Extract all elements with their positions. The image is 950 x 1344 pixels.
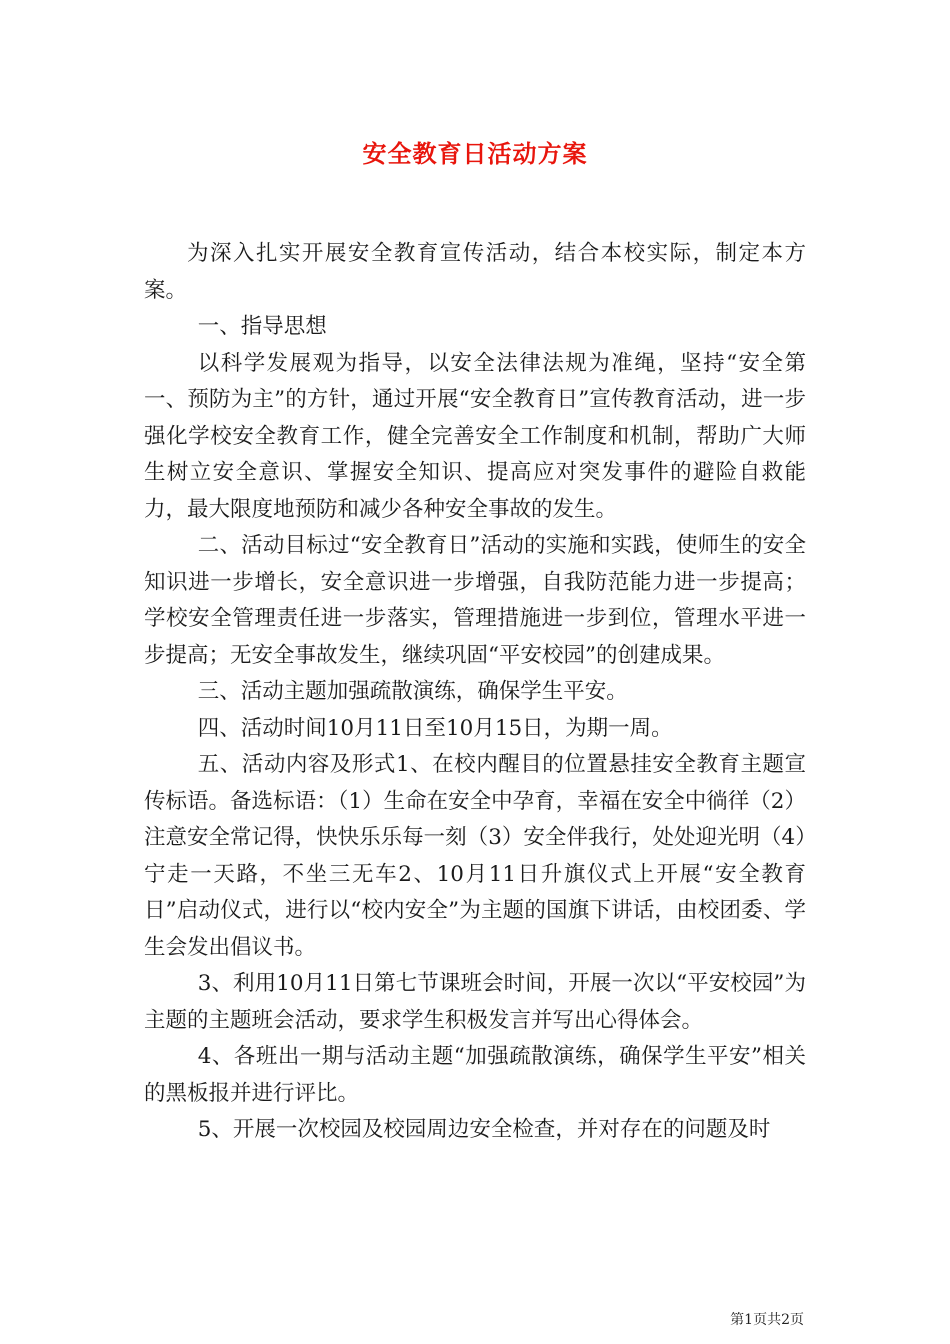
paragraph-class-meeting: 3、利用10月11日第七节课班会时间，开展一次以“平安校园”为主题的主题班会活动，要求学生积极发言并写出心得体会。 xyxy=(144,971,806,1033)
paragraph-activity-content: 五、活动内容及形式1、在校内醒目的位置悬挂安全教育主题宣传标语。备选标语：（1）生命在安全中孕育，幸福在安全中徜徉（2）注意安全常记得，快快乐乐每一刻（3）安全伴我行，处处迎光明（4）宁走一天路，不坐三无车2、10月11日升旗仪式上开展“安全教育日”启动仪式，进行以“校内安全”为主题的国旗下讲话，由校团委、学生会发出倡议书。 xyxy=(144,752,806,960)
paragraph-activity-time: 四、活动时间10月11日至10月15日，为期一周。 xyxy=(197,715,673,741)
document-body xyxy=(144,236,806,1149)
paragraph-guiding-ideology: 以科学发展观为指导，以安全法律法规为准绳，坚持“安全第一、预防为主”的方针，通过开展“安全教育日”宣传教育活动，进一步强化学校安全教育工作，健全完善安全工作制度和机制，帮助广大师生树立安全意识、掌握安全知识、提高应对突发事件的避险自救能力，最大限度地预防和减少各种安全事故的发生。 xyxy=(144,350,806,522)
page-number: 第1页共2页 xyxy=(730,1312,804,1328)
document-title: 安全教育日活动方案 xyxy=(362,139,588,168)
paragraph-safety-check: 5、开展一次校园及校园周边安全检查，并对存在的问题及时 xyxy=(197,1117,771,1142)
heading-guiding-ideology: 一、指导思想 xyxy=(197,314,327,339)
paragraph-activity-goals: 二、活动目标过“安全教育日”活动的实施和实践，使师生的安全知识进一步增长，安全意识进一步增强，自我防范能力进一步提高；学校安全管理责任进一步落实，管理措施进一步到位，管理水平进一步提高；无安全事故发生，继续巩固“平安校园”的创建成果。 xyxy=(144,533,806,668)
paragraph-blackboard: 4、各班出一期与活动主题“加强疏散演练，确保学生平安”相关的黑板报并进行评比。 xyxy=(144,1044,806,1106)
paragraph-intro: 为深入扎实开展安全教育宣传活动，结合本校实际，制定本方案。 xyxy=(144,241,806,303)
paragraph-activity-theme: 三、活动主题加强疏散演练，确保学生平安。 xyxy=(197,679,628,704)
